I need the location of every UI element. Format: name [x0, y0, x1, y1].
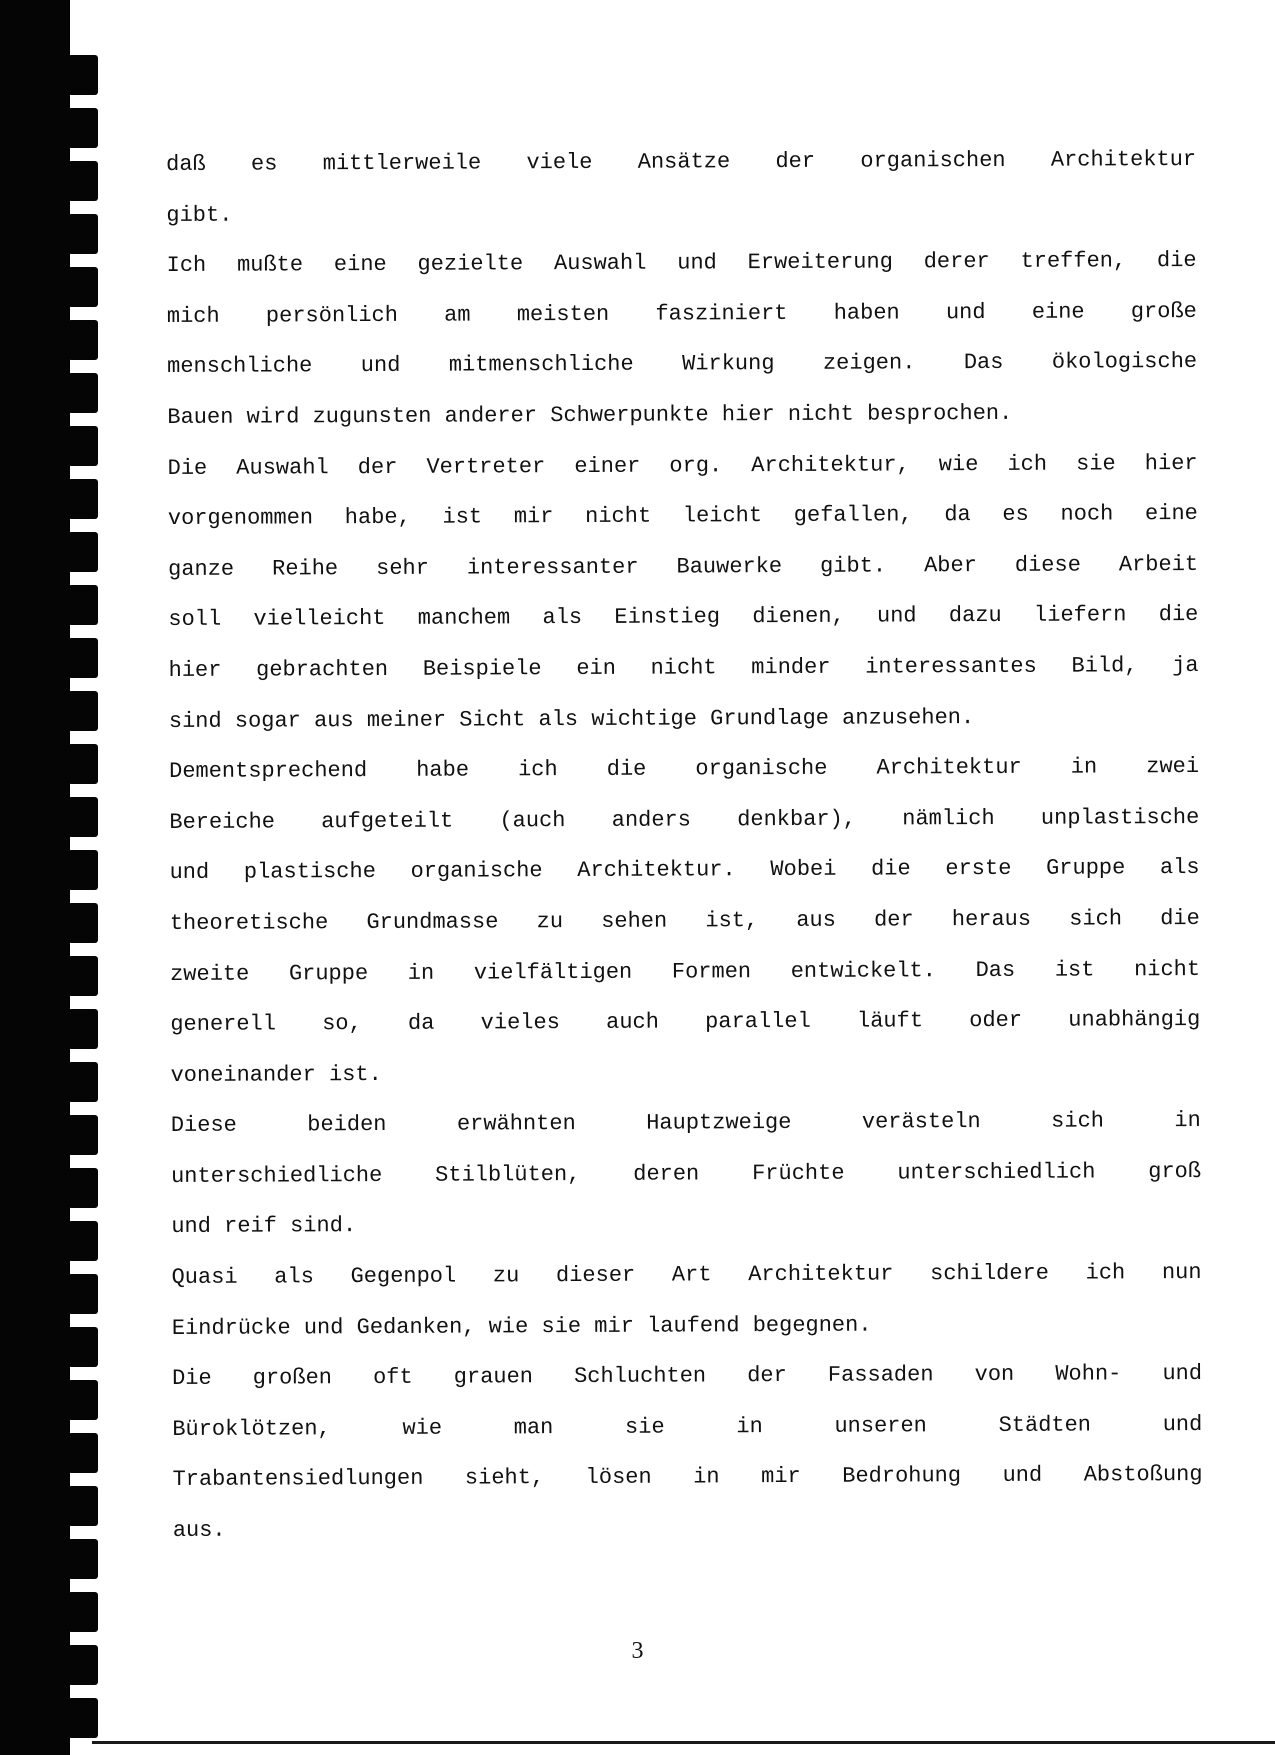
text-line: zweite Gruppe in vielfältigen Formen entwickelt. Das ist nicht — [170, 956, 1201, 987]
text-line: Quasi als Gegenpol zu dieser Art Architektur schildere ich nun — [171, 1260, 1202, 1291]
text-line: Trabantensiedlungen sieht, lösen in mir Bedrohung und Abstoßung — [172, 1462, 1203, 1493]
bottom-edge-line — [92, 1741, 1275, 1744]
spiral-binding — [0, 0, 100, 1755]
text-line: generell so, da vieles auch parallel läuft oder unabhängig — [170, 1007, 1201, 1038]
text-line: Bereiche aufgeteilt (auch anders denkbar), nämlich unplastische — [169, 804, 1200, 835]
text-line: mich persönlich am meisten fasziniert haben und eine große — [166, 298, 1197, 329]
text-line: theoretische Grundmasse zu sehen ist, aus der heraus sich die — [169, 905, 1200, 936]
text-line: unterschiedliche Stilblüten, deren Früchte unterschiedlich groß — [171, 1158, 1202, 1189]
text-line: gibt. — [166, 202, 233, 228]
text-line: daß es mittlerweile viele Ansätze der organischen Architektur — [166, 146, 1197, 177]
text-line: Die Auswahl der Vertreter einer org. Architektur, wie ich sie hier — [167, 450, 1198, 481]
text-line: vorgenommen habe, ist mir nicht leicht gefallen, da es noch eine — [167, 501, 1198, 532]
body-text — [166, 135, 1203, 1557]
text-line: menschliche und mitmenschliche Wirkung zeigen. Das ökologische — [167, 349, 1198, 380]
text-line: Die großen oft grauen Schluchten der Fassaden von Wohn- und — [171, 1361, 1203, 1392]
page-number: 3 — [631, 1638, 644, 1664]
text-line: Diese beiden erwähnten Hauptzweige verästeln sich in — [170, 1108, 1201, 1139]
text-line: Dementsprechend habe ich die organische Architektur in zwei — [169, 754, 1200, 785]
text-line: Bauen wird zugunsten anderer Schwerpunkte hier nicht besprochen. — [167, 400, 1013, 430]
text-line: Büroklötzen, wie man sie in unseren Städten und — [172, 1411, 1203, 1442]
text-line: und reif sind. — [171, 1213, 357, 1240]
text-line: voneinander ist. — [170, 1061, 382, 1088]
text-line: ganze Reihe sehr interessanter Bauwerke gibt. Aber diese Arbeit — [168, 551, 1199, 582]
text-line: aus. — [172, 1517, 226, 1544]
text-line: soll vielleicht manchem als Einstieg dienen, und dazu liefern die — [168, 602, 1199, 633]
text-line: Eindrücke und Gedanken, wie sie mir laufend begegnen. — [171, 1312, 872, 1341]
text-line: und plastische organische Architektur. Wobei die erste Gruppe als — [169, 855, 1200, 886]
text-line: hier gebrachten Beispiele ein nicht minder interessantes Bild, ja — [168, 652, 1199, 683]
text-line: Ich mußte eine gezielte Auswahl und Erweiterung derer treffen, die — [166, 248, 1197, 279]
text-line: sind sogar aus meiner Sicht als wichtige Grundlage anzusehen. — [168, 704, 975, 734]
